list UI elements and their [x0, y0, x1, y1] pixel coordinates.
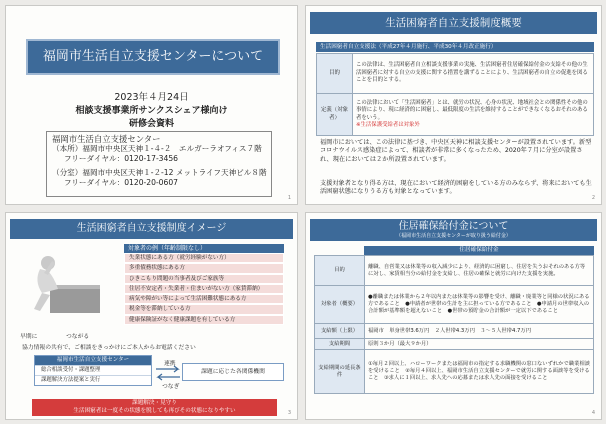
page-number: 2 — [591, 195, 595, 201]
center-name: 福岡市生活自立支援センター — [52, 134, 161, 144]
list-item: 総合相談受付・課題整理 — [35, 365, 151, 375]
row-text: ●離職または休業から２年以内または休業等の影響を受け、離職・廃業等と同様の状況にある方であること ●申請者が世帯の生計を主に担っている方であること ●申請月の世帯収入の合計額が基準額を超えないこと ●世帯の預貯金の合計額が一定以下であること — [365, 286, 594, 324]
bottom-banner — [32, 399, 277, 416]
row-text: この法律は、生活困窮者自立相談支援事業の実施、生活困窮者住居確保給付金の支給その他の生活困窮者に対する自立の支援に関する措置を講ずることにより、生活困窮者の自立の促進を図ることを目的とする。 — [353, 54, 594, 94]
slide-2 — [305, 5, 602, 205]
row-label: 支給額（上限） — [315, 324, 365, 339]
table-row — [317, 54, 594, 94]
renkei-label: 連携 — [164, 361, 176, 367]
share-note: 協力情報の共有で、ご相談をきっかけにご本人からお電話ください — [22, 345, 196, 351]
slide-1-title: 福岡市生活自立支援センターについて — [28, 41, 278, 73]
slide-4-title: 住居確保給付金について — [398, 221, 509, 232]
page-number: 1 — [287, 195, 291, 201]
table-row — [315, 256, 594, 286]
slide-4-title-banner — [310, 219, 597, 241]
bottom-line-2: 生活困窮者は一度その状態を脱しても再びその状態になりやすい — [73, 407, 236, 414]
benefit-header: 住居確保給付金 — [364, 246, 594, 255]
bottom-line-1: 課題解決・見守り — [132, 400, 177, 406]
row-label: 目的 — [317, 54, 353, 94]
center-info-box — [46, 131, 272, 197]
table-row — [315, 324, 594, 339]
page-number: 4 — [591, 410, 595, 416]
slide-4-subtitle: （福岡市生活自立支援センターが取り扱う給付金） — [396, 233, 511, 239]
examples-table — [124, 244, 284, 325]
paragraph-1: 福岡市においては、この法律に基づき、中央区天神に相談支援センターが設置されています。新型コロナウイルス感染症によって、相談者が非常に多くなったため、2020年７月に分室が設置され、現在においては２か所設置されています。 — [320, 139, 592, 163]
worried-person-icon — [14, 249, 106, 319]
list-item: 失業状態にある方（就労経験がない方） — [124, 253, 284, 263]
row-note: ※生活保護受給者は対象外 — [356, 121, 420, 128]
slide-2-title: 生活困窮者自立支援制度概要 — [310, 12, 597, 34]
branch-office-address: （分室）福岡市中央区天神１-２-12 メットライフ天神ビル８階 — [52, 167, 267, 177]
table-row — [315, 339, 594, 350]
row-label: 対象者（概要） — [315, 286, 365, 324]
row-label: 定義（対象者） — [317, 94, 353, 136]
table-row — [317, 94, 594, 136]
row-text: この法律において「生活困窮者」とは、就労の状況、心身の状況、地域社会との関係性その他の事情により、現に経済的に困窮し、最低限度の生活を維持することができなくなるおそれのある者をいう。 — [356, 99, 588, 121]
row-label: 目的 — [315, 256, 365, 286]
list-item: 健康保険証がなく健康課題を有している方 — [124, 315, 284, 325]
list-item: 課題解決方法提案と実行 — [35, 375, 151, 385]
support-center-name: 福岡市生活自立支援センター — [35, 356, 151, 365]
table-row — [315, 286, 594, 324]
slide-1-subtitle-1: 相談支援事業所サンクスシェア様向け — [75, 106, 228, 116]
list-item: 税金等を滞納している方 — [124, 304, 284, 314]
tsunagi-label: つなぎ — [162, 384, 180, 390]
support-center-box — [34, 355, 152, 386]
row-text: 原則３か月（最大９か月） — [365, 339, 594, 350]
row-label: 支給期間 — [315, 339, 365, 350]
slide-1 — [5, 5, 298, 205]
slide-1-date: 2023年４月24日 — [114, 92, 189, 103]
law-table — [316, 53, 594, 136]
page-number: 3 — [287, 410, 291, 416]
law-header: 生活困窮者自立支援法（平成27年４月施行、平成30年４月改正施行） — [316, 42, 594, 52]
connect-label: つながる — [66, 334, 90, 340]
slide-3-title: 生活困窮者自立支援制度イメージ — [10, 219, 293, 239]
early-label: 早期に — [20, 334, 38, 340]
related-agencies-box: 課題に応じた各関係機関 — [182, 363, 284, 381]
list-item: 病気や障がい等によって生活困難状態にある方 — [124, 294, 284, 304]
main-office-address: （本所）福岡市中央区天神１-４-２ エルガーラオフィス７階 — [52, 144, 262, 154]
slide-3 — [5, 212, 298, 420]
row-cell — [353, 94, 594, 136]
branch-office-phone: フリーダイヤル：0120-20-0607 — [64, 177, 179, 187]
row-text: ①毎月２回以上、ハローワークまたは福岡市の指定する求職機関の窓口ないずれかで職業相談を受けること ②毎月４回以上、福岡市生活自立支援センターで就労に関する面談等を受けること ③求人に１回以上、求人先への応募または求人先の面接を受けること — [365, 350, 594, 394]
slide-4 — [305, 212, 602, 420]
table-row — [315, 350, 594, 394]
list-item: 住居不安定者・失業者・住まいがない方（家賃滞納） — [124, 284, 284, 294]
double-arrow-icon — [154, 365, 182, 381]
list-item: 多重債務状態にある方 — [124, 263, 284, 273]
main-office-phone: フリーダイヤル：0120-17-3456 — [64, 154, 179, 164]
slide-1-subtitle-2: 研修会資料 — [128, 119, 174, 129]
list-item: ひきこもり問題の当事者及びご家族等 — [124, 274, 284, 284]
benefit-table — [314, 255, 594, 394]
paragraph-2: 支援対象者となり得る方は、現在において経済的困窮をしている方のみならず、将来においても生活困窮状態になりうる方も対象となっています。 — [320, 180, 592, 196]
row-text: 福岡市 単身世帯3.6万円 ２人世帯4.3万円 ３〜５人世帯4.7万円 — [365, 324, 594, 339]
row-label: 支給期間の延長条件 — [315, 350, 365, 394]
row-text: 離職、自営業又は休業等の収入減少により、経済的に困窮し、住居を失うおそれのある方等に対し、家賃相当分の給付金を支給し、住居の確保と就労に向けた支援を実施。 — [365, 256, 594, 286]
examples-header: 対象者の例（年齢制限なし） — [124, 244, 284, 253]
